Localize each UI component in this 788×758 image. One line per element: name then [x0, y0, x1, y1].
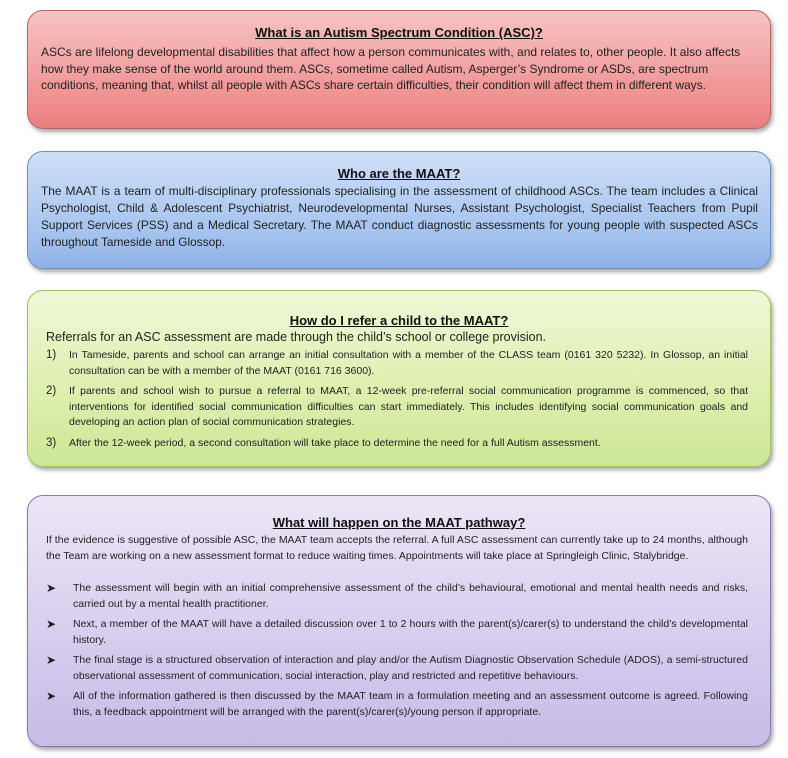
maat-heading: Who are the MAAT? [337, 166, 461, 181]
pathway-intro-text: If the evidence is suggestive of possible ASC, the MAAT team accepts the referral. A full ASC assessment can currently take up to 24 months, although the Team are working on a new assessment format to reduce waiting times. Appointments will take place at Springleigh Clinic, Stalybridge. [46, 534, 748, 562]
step-number: 2) [46, 385, 57, 397]
maat-body-text: The MAAT is a team of multi-disciplinary professionals specialising in the assessment of childhood ASCs. The team includes a Clinical Psychologist, Child & Adolescent Psychiatrist, Neurodevelopmental Nurses, Assistant Psychologist, Specialist Teachers from Pupil Support Services (PSS) and a Medical Secretary. The MAAT conduct diagnostic assessments for young people with suspected ASCs throughout Tameside and Glossop. [41, 184, 758, 249]
list-item [46, 617, 748, 648]
pathway-info-box [27, 495, 771, 747]
pathway-item-text: All of the information gathered is then discussed by the MAAT team in a formulation meeting and an assessment outcome is agreed. Following this, a feedback appointment will be arranged with the parent(s)/carer(s)/young person if appropriate. [73, 690, 748, 718]
list-item [46, 436, 748, 452]
referral-heading: How do I refer a child to the MAAT? [289, 313, 509, 328]
pathway-item-text: Next, a member of the MAAT will have a detailed discussion over 1 to 2 hours with the parent(s)/carer(s) to understand the child’s developmental history. [73, 618, 748, 646]
pathway-steps-list [46, 581, 748, 725]
arrow-bullet-icon: ➤ [46, 689, 57, 703]
asc-heading: What is an Autism Spectrum Condition (ASC)? [255, 25, 543, 40]
list-item [46, 689, 748, 720]
asc-body-text: ASCs are lifelong developmental disabilities that affect how a person communicates with, and relates to, other people. It also affects how they make sense of the world around them. ASCs, sometime called Autism, Asperger’s Syndrome or ASDs, are spectrum conditions, meaning that, whilst all people with ASCs share certain difficulties, their condition will affect them in different ways. [41, 45, 741, 92]
arrow-bullet-icon: ➤ [46, 617, 57, 631]
step-number: 1) [46, 349, 57, 361]
step-text: After the 12-week period, a second consultation will take place to determine the need for a full Autism assessment. [69, 436, 601, 449]
referral-steps-list [46, 348, 748, 456]
referral-info-box [27, 290, 771, 467]
maat-info-box [27, 151, 771, 269]
list-item [46, 653, 748, 684]
arrow-bullet-icon: ➤ [46, 653, 57, 667]
step-text: In Tameside, parents and school can arrange an initial consultation with a member of the CLASS team (0161 320 5232). In Glossop, an initial consultation can be with a member of the MAAT (0161 716 3600). [69, 349, 748, 377]
step-text: If parents and school wish to pursue a referral to MAAT, a 12-week pre-referral social communication programme is commenced, so that interventions for identified social communication difficulties can start immediately. This includes identifying social communication goals and developing an action plan of social communication strategies. [69, 385, 748, 428]
pathway-item-text: The final stage is a structured observation of interaction and play and/or the Autism Diagnostic Observation Schedule (ADOS), a semi-structured observational assessment of communication, social interaction, play and restricted and repetitive behaviours. [73, 654, 748, 682]
referral-intro-text: Referrals for an ASC assessment are made through the child’s school or college provision. [46, 330, 547, 344]
list-item [46, 384, 748, 431]
asc-info-box [27, 10, 771, 129]
list-item [46, 581, 748, 612]
pathway-item-text: The assessment will begin with an initial comprehensive assessment of the child’s behavioural, emotional and mental health needs and risks, carried out by a mental health practitioner. [73, 582, 748, 610]
pathway-heading: What will happen on the MAAT pathway? [272, 515, 526, 530]
list-item [46, 348, 748, 379]
step-number: 3) [46, 436, 57, 449]
arrow-bullet-icon: ➤ [46, 581, 57, 595]
